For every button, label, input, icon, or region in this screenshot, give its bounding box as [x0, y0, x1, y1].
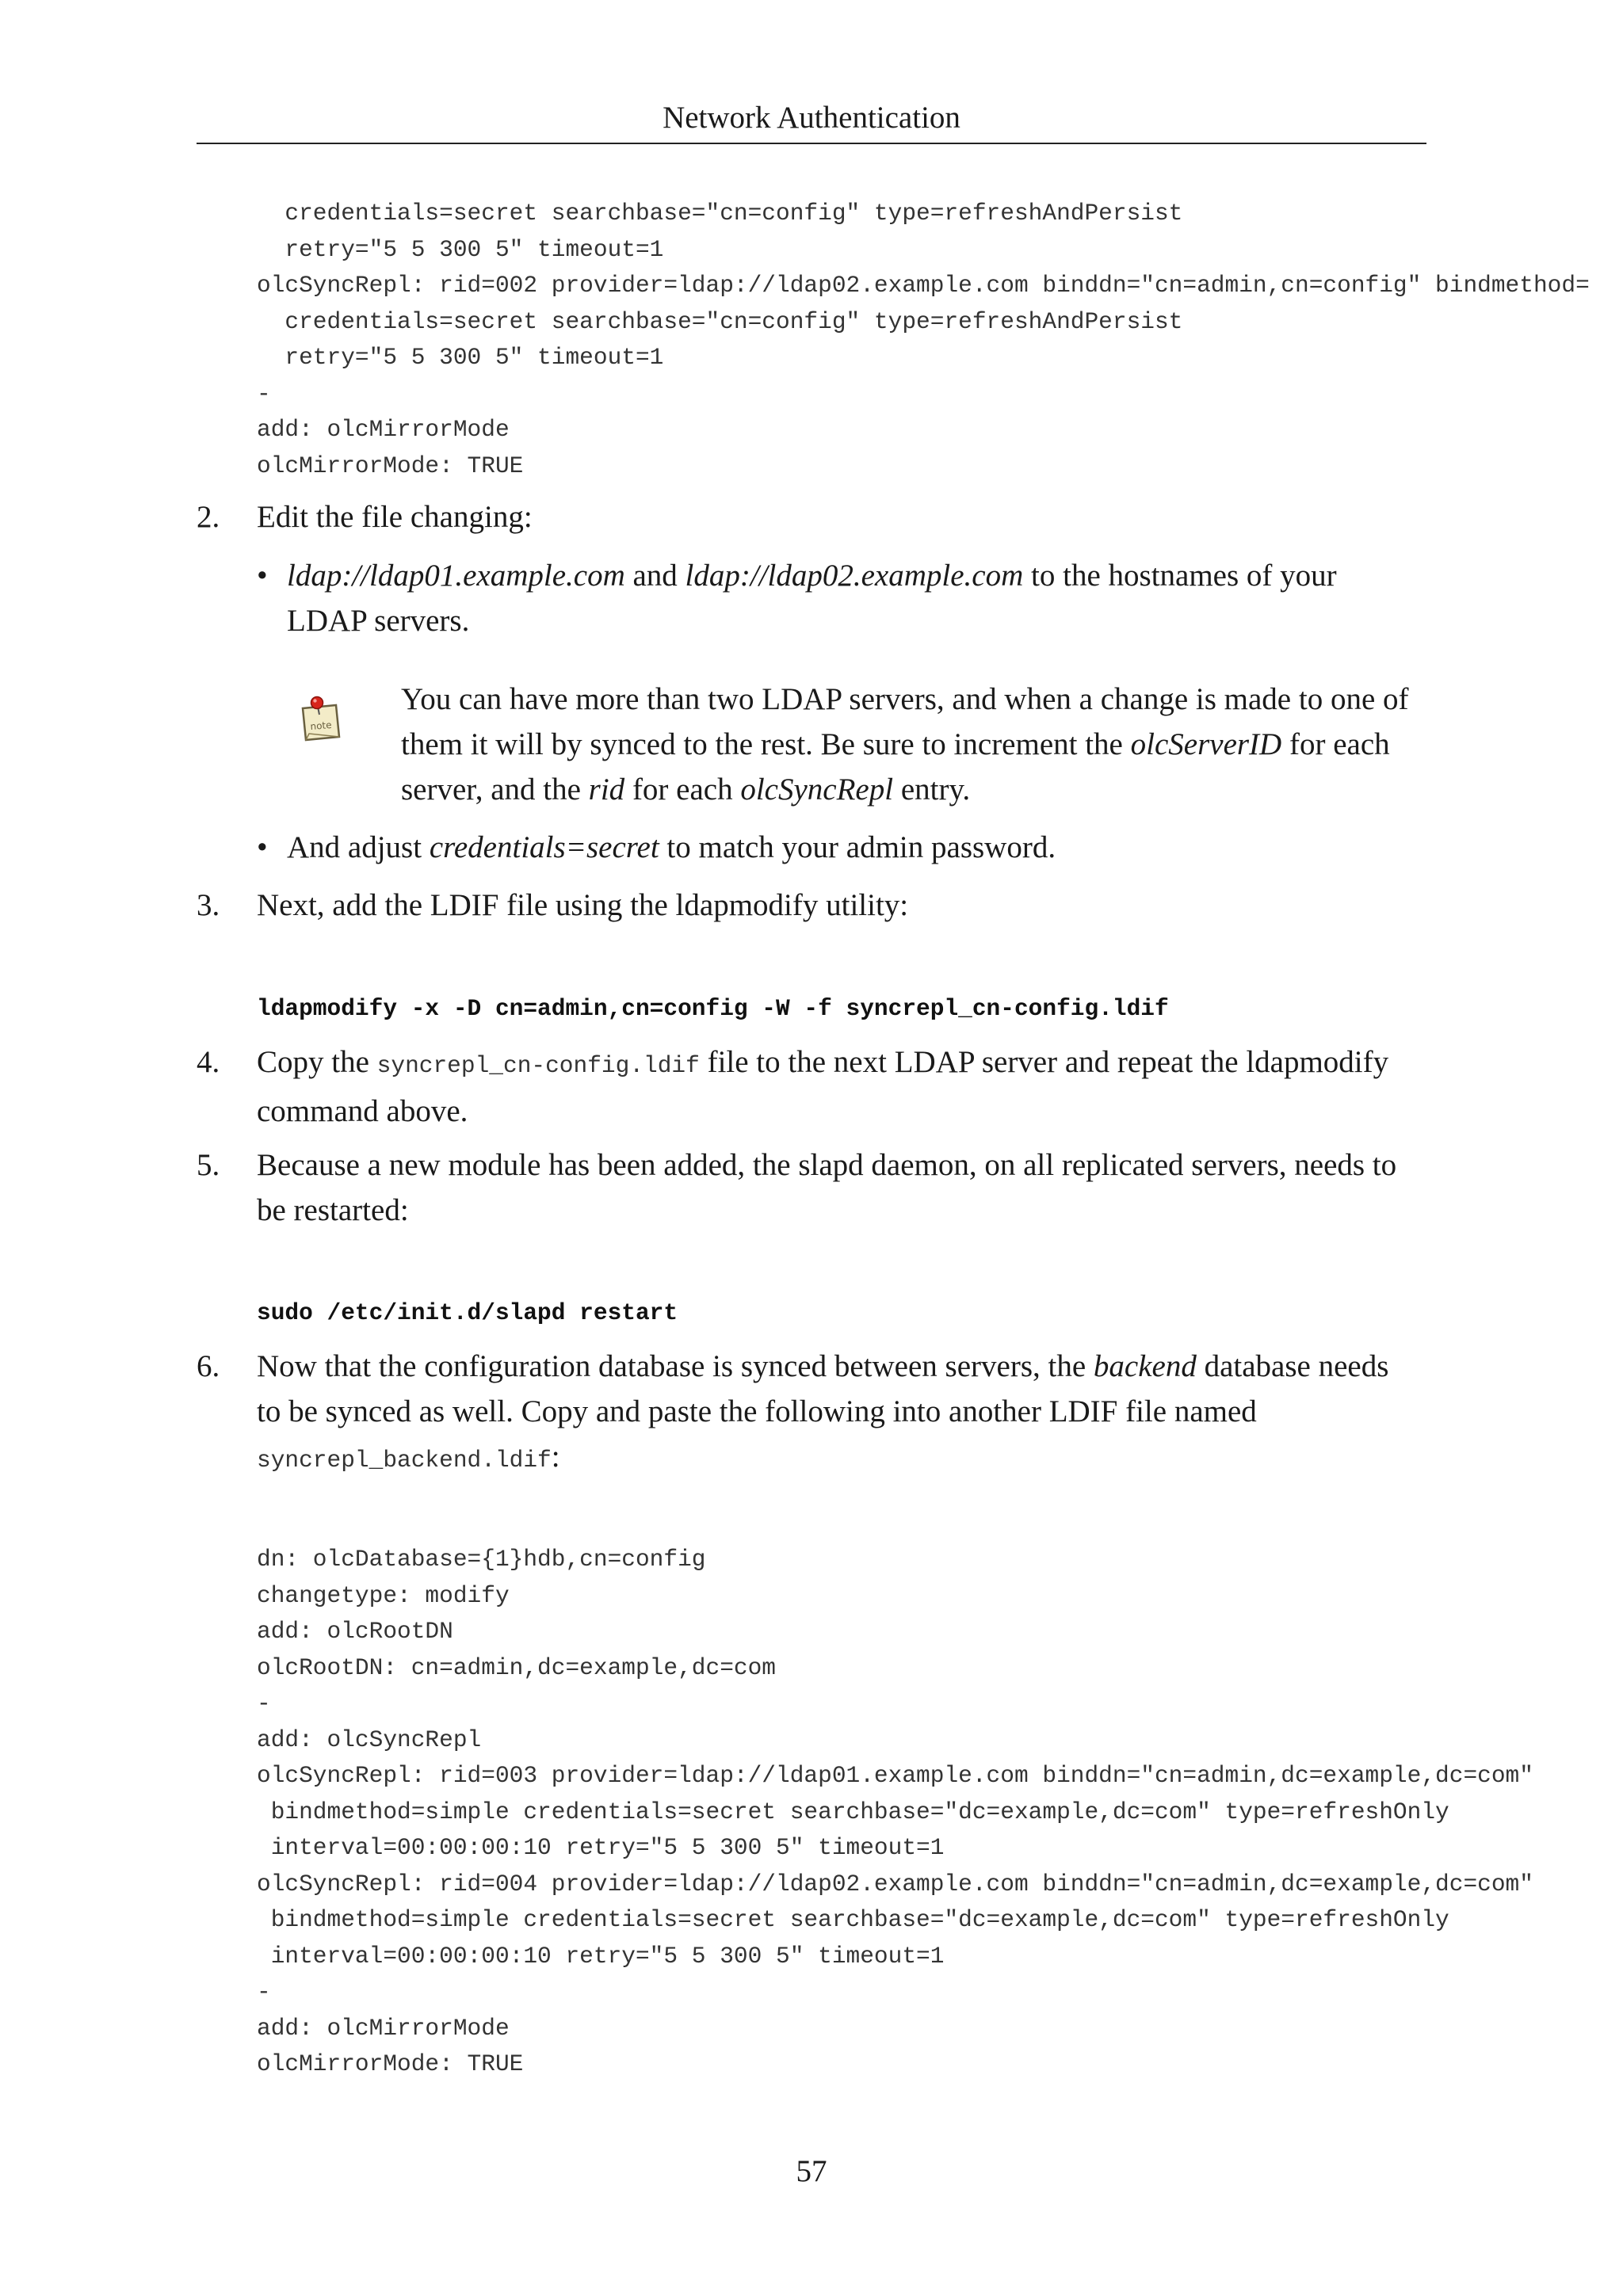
code-line: add: olcSyncRepl [257, 1726, 482, 1753]
code-line: credentials=secret searchbase="cn=config" type=refreshAndPersist [257, 307, 1183, 335]
code-line: credentials=secret searchbase="cn=config" type=refreshAndPersist [257, 200, 1183, 227]
code-line: dn: olcDatabase={1}hdb,cn=config [257, 1546, 706, 1573]
code-line: changetype: modify [257, 1581, 510, 1609]
note-part-2: for each server, and the [401, 727, 1390, 807]
olcserverid-term: olcServerID [1130, 727, 1282, 761]
note-part-1: You can have more than two LDAP servers, and when a change is made to one of them it will by synced to the rest. Be sure to increment the [401, 682, 1409, 761]
bullet-marker: • [257, 830, 268, 864]
backend-term: backend [1093, 1349, 1197, 1383]
code-line: add: olcRootDN [257, 1618, 453, 1645]
code-line: add: olcMirrorMode [257, 2014, 510, 2042]
code-line: add: olcMirrorMode [257, 416, 510, 443]
credentials-pre: And adjust [287, 830, 430, 864]
code-line: bindmethod=simple credentials=secret searchbase="dc=example,dc=com" type=refreshOnly [257, 1798, 1449, 1825]
code-line: - [257, 379, 271, 407]
olcsyncrepl-term: olcSyncRepl [740, 772, 894, 807]
code-block-syncrepl-config [257, 196, 1623, 484]
step-6-post: : [551, 1440, 560, 1474]
code-line: olcSyncRepl: rid=004 provider=ldap://ldap02.example.com binddn="cn=admin,dc=example,dc=com" [257, 1870, 1533, 1897]
hostnames-text: to the hostnames of your LDAP servers. [287, 559, 1337, 638]
step-3-text: Next, add the LDIF file using the ldapmodify utility: [257, 888, 909, 922]
step-6-mid: database needs to be synced as well. Copy and paste the following into another LDIF file named [257, 1349, 1389, 1428]
code-line: olcMirrorMode: TRUE [257, 2050, 524, 2077]
step-number-4: 4. [197, 1045, 220, 1079]
step-4-text [257, 1039, 1422, 1134]
header-rule [197, 143, 1426, 144]
note-icon-label: note [309, 719, 333, 733]
step-number-6: 6. [197, 1349, 220, 1383]
and-text: and [624, 559, 685, 593]
step-2-text: Edit the file changing: [257, 500, 533, 534]
slapd-restart-command: sudo /etc/init.d/slapd restart [257, 1299, 678, 1326]
step-number-3: 3. [197, 888, 220, 922]
note-callout-text [401, 677, 1423, 812]
code-line: - [257, 1978, 271, 2005]
code-line: olcMirrorMode: TRUE [257, 452, 524, 479]
step-number-2: 2. [197, 500, 220, 534]
credentials-term: credentials=secret [429, 830, 659, 864]
step-6-pre: Now that the configuration database is synced between servers, the [257, 1349, 1094, 1383]
bullet-credentials [287, 825, 1412, 870]
code-line: olcRootDN: cn=admin,dc=example,dc=com [257, 1653, 777, 1681]
bullet-hostnames [287, 553, 1412, 643]
note-part-3: for each [624, 772, 741, 807]
page-number: 57 [796, 2154, 827, 2188]
code-line: retry="5 5 300 5" timeout=1 [257, 344, 664, 371]
filename-config-ldif: syncrepl_cn-config.ldif [376, 1052, 700, 1079]
code-line: retry="5 5 300 5" timeout=1 [257, 235, 664, 263]
filename-backend-ldif: syncrepl_backend.ldif [257, 1447, 552, 1474]
code-line: interval=00:00:00:10 retry="5 5 300 5" timeout=1 [257, 1834, 945, 1861]
ldapmodify-command: ldapmodify -x -D cn=admin,cn=config -W -f syncrepl_cn-config.ldif [257, 995, 1169, 1022]
running-header: Network Authentication [663, 101, 960, 135]
code-line: - [257, 1690, 271, 1717]
code-line: olcSyncRepl: rid=002 provider=ldap://ldap02.example.com binddn="cn=admin,cn=config" bindmethod= [257, 272, 1590, 299]
step-6-text [257, 1344, 1398, 1483]
code-line: olcSyncRepl: rid=003 provider=ldap://ldap01.example.com binddn="cn=admin,dc=example,dc=com" [257, 1762, 1533, 1789]
note-icon [296, 694, 344, 743]
credentials-post: to match your admin password. [659, 830, 1056, 864]
bullet-marker: • [257, 559, 268, 593]
note-part-4: entry. [893, 772, 971, 807]
code-line: bindmethod=simple credentials=secret searchbase="dc=example,dc=com" type=refreshOnly [257, 1906, 1449, 1933]
ldap02-uri: ldap://ldap02.example.com [685, 559, 1024, 593]
step-number-5: 5. [197, 1148, 220, 1182]
code-line: interval=00:00:00:10 retry="5 5 300 5" timeout=1 [257, 1942, 945, 1970]
code-block-syncrepl-backend [257, 1542, 1604, 2083]
step-5-text: Because a new module has been added, the slapd daemon, on all replicated servers, needs to be restarted: [257, 1148, 1397, 1227]
step-4-pre: Copy the [257, 1045, 377, 1079]
step-4-post: file to the next LDAP server and repeat the ldapmodify command above. [257, 1045, 1389, 1128]
rid-term: rid [588, 772, 625, 807]
ldap01-uri: ldap://ldap01.example.com [287, 559, 625, 593]
